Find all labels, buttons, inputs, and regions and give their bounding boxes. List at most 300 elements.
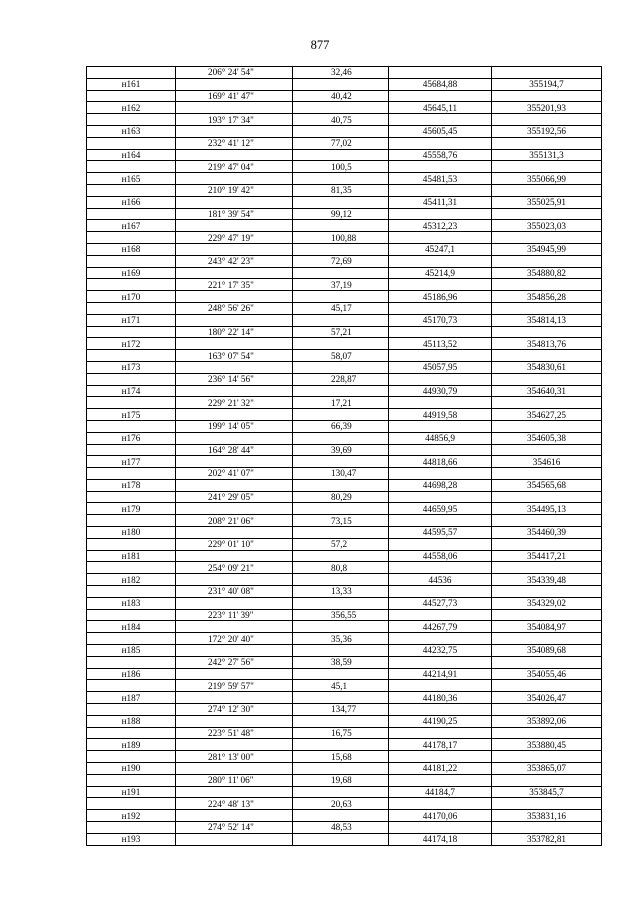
empty-cell (176, 361, 293, 373)
empty-cell (87, 90, 176, 102)
x-coordinate-cell: 45645,11 (389, 102, 492, 114)
point-name-cell: н175 (87, 409, 176, 421)
point-name-cell: н168 (87, 243, 176, 255)
direction-angle-cell: 274° 52' 14" (176, 822, 293, 834)
empty-cell (176, 456, 293, 468)
point-name-cell: н178 (87, 479, 176, 491)
empty-cell (389, 326, 492, 338)
point-row (87, 338, 602, 350)
direction-angle-cell: 223° 11' 39" (176, 609, 293, 621)
distance-cell: 35,36 (293, 633, 389, 645)
direction-angle-cell: 229° 01' 10" (176, 538, 293, 550)
point-row (87, 291, 602, 303)
empty-cell (176, 574, 293, 586)
empty-cell (492, 656, 602, 668)
distance-cell: 32,46 (293, 67, 389, 79)
empty-cell (492, 232, 602, 244)
segment-row (87, 727, 602, 739)
segment-row (87, 774, 602, 786)
point-row (87, 173, 602, 185)
empty-cell (293, 385, 389, 397)
x-coordinate-cell: 45113,52 (389, 338, 492, 350)
distance-cell: 45,17 (293, 302, 389, 314)
empty-cell (293, 739, 389, 751)
empty-cell (492, 114, 602, 126)
point-row (87, 833, 602, 845)
empty-cell (293, 78, 389, 90)
point-row (87, 409, 602, 421)
empty-cell (389, 751, 492, 763)
segment-row (87, 538, 602, 550)
page-number: 877 (310, 38, 330, 52)
empty-cell (492, 137, 602, 149)
empty-cell (87, 279, 176, 291)
empty-cell (389, 609, 492, 621)
coordinates-table (86, 66, 602, 846)
empty-cell (492, 633, 602, 645)
direction-angle-cell: 164° 28' 44" (176, 444, 293, 456)
direction-angle-cell: 180° 22' 14" (176, 326, 293, 338)
segment-row (87, 184, 602, 196)
empty-cell (492, 444, 602, 456)
empty-cell (87, 774, 176, 786)
point-row (87, 196, 602, 208)
empty-cell (293, 102, 389, 114)
empty-cell (87, 491, 176, 503)
empty-cell (389, 137, 492, 149)
empty-cell (176, 314, 293, 326)
distance-cell: 356,55 (293, 609, 389, 621)
distance-cell: 77,02 (293, 137, 389, 149)
direction-angle-cell: 221° 17' 35" (176, 279, 293, 291)
empty-cell (293, 409, 389, 421)
distance-cell: 20,63 (293, 798, 389, 810)
point-name-cell: н191 (87, 786, 176, 798)
point-row (87, 78, 602, 90)
segment-row (87, 680, 602, 692)
empty-cell (87, 704, 176, 716)
segment-row (87, 562, 602, 574)
empty-cell (176, 597, 293, 609)
empty-cell (176, 692, 293, 704)
direction-angle-cell: 219° 59' 57" (176, 680, 293, 692)
empty-cell (176, 763, 293, 775)
direction-angle-cell: 241° 29' 05" (176, 491, 293, 503)
x-coordinate-cell: 44184,7 (389, 786, 492, 798)
distance-cell: 58,07 (293, 350, 389, 362)
point-name-cell: н193 (87, 833, 176, 845)
direction-angle-cell: 172° 20' 40" (176, 633, 293, 645)
point-name-cell: н173 (87, 361, 176, 373)
x-coordinate-cell: 44856,9 (389, 432, 492, 444)
empty-cell (176, 527, 293, 539)
empty-cell (87, 822, 176, 834)
point-name-cell: н190 (87, 763, 176, 775)
empty-cell (492, 468, 602, 480)
y-coordinate-cell: 354814,13 (492, 314, 602, 326)
direction-angle-cell: 224° 48' 13" (176, 798, 293, 810)
y-coordinate-cell: 353892,06 (492, 715, 602, 727)
point-row (87, 243, 602, 255)
x-coordinate-cell: 44267,79 (389, 621, 492, 633)
x-coordinate-cell: 45247,1 (389, 243, 492, 255)
point-name-cell: н189 (87, 739, 176, 751)
point-name-cell: н170 (87, 291, 176, 303)
empty-cell (293, 692, 389, 704)
coordinates-table-body (87, 67, 602, 846)
empty-cell (293, 125, 389, 137)
empty-cell (293, 645, 389, 657)
point-name-cell: н180 (87, 527, 176, 539)
empty-cell (176, 409, 293, 421)
empty-cell (492, 727, 602, 739)
point-row (87, 621, 602, 633)
point-name-cell: н183 (87, 597, 176, 609)
empty-cell (389, 373, 492, 385)
empty-cell (389, 633, 492, 645)
empty-cell (87, 751, 176, 763)
point-name-cell: н185 (87, 645, 176, 657)
y-coordinate-cell: 353880,45 (492, 739, 602, 751)
segment-row (87, 255, 602, 267)
point-name-cell: н176 (87, 432, 176, 444)
segment-row (87, 114, 602, 126)
x-coordinate-cell: 44181,22 (389, 763, 492, 775)
y-coordinate-cell: 353782,81 (492, 833, 602, 845)
empty-cell (176, 739, 293, 751)
direction-angle-cell: 243° 42' 23" (176, 255, 293, 267)
point-row (87, 149, 602, 161)
point-name-cell: н179 (87, 503, 176, 515)
x-coordinate-cell: 44180,36 (389, 692, 492, 704)
x-coordinate-cell: 45312,23 (389, 220, 492, 232)
empty-cell (87, 515, 176, 527)
point-row (87, 267, 602, 279)
y-coordinate-cell: 354565,68 (492, 479, 602, 491)
distance-cell: 72,69 (293, 255, 389, 267)
empty-cell (293, 361, 389, 373)
y-coordinate-cell: 354616 (492, 456, 602, 468)
point-row (87, 527, 602, 539)
distance-cell: 16,75 (293, 727, 389, 739)
direction-angle-cell: 202° 41' 07" (176, 468, 293, 480)
y-coordinate-cell: 355025,91 (492, 196, 602, 208)
point-name-cell: н188 (87, 715, 176, 727)
point-name-cell: н169 (87, 267, 176, 279)
x-coordinate-cell: 44930,79 (389, 385, 492, 397)
x-coordinate-cell: 45605,45 (389, 125, 492, 137)
distance-cell: 38,59 (293, 656, 389, 668)
point-row (87, 668, 602, 680)
segment-row (87, 326, 602, 338)
y-coordinate-cell: 353831,16 (492, 810, 602, 822)
point-row (87, 597, 602, 609)
segment-row (87, 161, 602, 173)
point-name-cell: н192 (87, 810, 176, 822)
empty-cell (492, 751, 602, 763)
empty-cell (389, 538, 492, 550)
empty-cell (293, 668, 389, 680)
empty-cell (176, 621, 293, 633)
segment-row (87, 90, 602, 102)
empty-cell (492, 680, 602, 692)
empty-cell (389, 279, 492, 291)
empty-cell (87, 633, 176, 645)
segment-row (87, 444, 602, 456)
distance-cell: 40,75 (293, 114, 389, 126)
segment-row (87, 373, 602, 385)
empty-cell (176, 503, 293, 515)
distance-cell: 66,39 (293, 420, 389, 432)
empty-cell (293, 456, 389, 468)
point-row (87, 361, 602, 373)
distance-cell: 100,88 (293, 232, 389, 244)
empty-cell (176, 173, 293, 185)
empty-cell (176, 810, 293, 822)
distance-cell: 73,15 (293, 515, 389, 527)
distance-cell: 37,19 (293, 279, 389, 291)
point-row (87, 432, 602, 444)
y-coordinate-cell: 354627,25 (492, 409, 602, 421)
empty-cell (293, 220, 389, 232)
segment-row (87, 609, 602, 621)
empty-cell (176, 102, 293, 114)
empty-cell (492, 562, 602, 574)
y-coordinate-cell: 355131,3 (492, 149, 602, 161)
point-name-cell: н187 (87, 692, 176, 704)
point-name-cell: н174 (87, 385, 176, 397)
empty-cell (389, 114, 492, 126)
x-coordinate-cell: 44527,73 (389, 597, 492, 609)
x-coordinate-cell: 44190,25 (389, 715, 492, 727)
empty-cell (87, 727, 176, 739)
y-coordinate-cell: 354339,48 (492, 574, 602, 586)
distance-cell: 15,68 (293, 751, 389, 763)
y-coordinate-cell: 353845,7 (492, 786, 602, 798)
empty-cell (176, 786, 293, 798)
empty-cell (389, 491, 492, 503)
empty-cell (389, 184, 492, 196)
empty-cell (492, 397, 602, 409)
empty-cell (176, 125, 293, 137)
empty-cell (176, 220, 293, 232)
y-coordinate-cell: 354880,82 (492, 267, 602, 279)
x-coordinate-cell: 45481,53 (389, 173, 492, 185)
distance-cell: 228,87 (293, 373, 389, 385)
empty-cell (87, 255, 176, 267)
point-row (87, 550, 602, 562)
segment-row (87, 822, 602, 834)
y-coordinate-cell: 354640,31 (492, 385, 602, 397)
y-coordinate-cell: 354813,76 (492, 338, 602, 350)
empty-cell (492, 538, 602, 550)
empty-cell (389, 468, 492, 480)
x-coordinate-cell: 44558,06 (389, 550, 492, 562)
x-coordinate-cell: 44659,95 (389, 503, 492, 515)
empty-cell (492, 822, 602, 834)
empty-cell (87, 326, 176, 338)
empty-cell (389, 680, 492, 692)
point-name-cell: н166 (87, 196, 176, 208)
empty-cell (87, 114, 176, 126)
point-row (87, 692, 602, 704)
segment-row (87, 468, 602, 480)
empty-cell (87, 161, 176, 173)
y-coordinate-cell: 354605,38 (492, 432, 602, 444)
distance-cell: 134,77 (293, 704, 389, 716)
empty-cell (492, 515, 602, 527)
empty-cell (492, 208, 602, 220)
x-coordinate-cell: 44232,75 (389, 645, 492, 657)
point-row (87, 125, 602, 137)
y-coordinate-cell: 355192,56 (492, 125, 602, 137)
empty-cell (87, 350, 176, 362)
point-name-cell: н186 (87, 668, 176, 680)
point-row (87, 102, 602, 114)
empty-cell (293, 786, 389, 798)
distance-cell: 17,21 (293, 397, 389, 409)
point-name-cell: н162 (87, 102, 176, 114)
segment-row (87, 751, 602, 763)
empty-cell (492, 491, 602, 503)
distance-cell: 57,21 (293, 326, 389, 338)
empty-cell (389, 656, 492, 668)
direction-angle-cell: 280° 11' 06" (176, 774, 293, 786)
distance-cell: 40,42 (293, 90, 389, 102)
empty-cell (492, 279, 602, 291)
empty-cell (389, 798, 492, 810)
empty-cell (389, 232, 492, 244)
point-row (87, 763, 602, 775)
x-coordinate-cell: 45186,96 (389, 291, 492, 303)
y-coordinate-cell: 354084,97 (492, 621, 602, 633)
point-row (87, 385, 602, 397)
empty-cell (87, 444, 176, 456)
x-coordinate-cell: 44698,28 (389, 479, 492, 491)
empty-cell (389, 350, 492, 362)
empty-cell (87, 656, 176, 668)
point-row (87, 810, 602, 822)
point-row (87, 715, 602, 727)
empty-cell (87, 538, 176, 550)
distance-cell: 80,8 (293, 562, 389, 574)
empty-cell (492, 255, 602, 267)
segment-row (87, 656, 602, 668)
empty-cell (389, 90, 492, 102)
empty-cell (176, 291, 293, 303)
empty-cell (389, 208, 492, 220)
empty-cell (293, 597, 389, 609)
distance-cell: 39,69 (293, 444, 389, 456)
x-coordinate-cell: 45057,95 (389, 361, 492, 373)
empty-cell (87, 609, 176, 621)
direction-angle-cell: 229° 21' 32" (176, 397, 293, 409)
distance-cell: 80,29 (293, 491, 389, 503)
y-coordinate-cell: 354495,13 (492, 503, 602, 515)
direction-angle-cell: 163° 07' 54" (176, 350, 293, 362)
point-name-cell: н172 (87, 338, 176, 350)
empty-cell (176, 550, 293, 562)
point-name-cell: н163 (87, 125, 176, 137)
x-coordinate-cell: 45170,73 (389, 314, 492, 326)
empty-cell (87, 468, 176, 480)
distance-cell: 100,5 (293, 161, 389, 173)
y-coordinate-cell: 354460,39 (492, 527, 602, 539)
empty-cell (87, 184, 176, 196)
distance-cell: 130,47 (293, 468, 389, 480)
direction-angle-cell: 242° 27' 56" (176, 656, 293, 668)
segment-row (87, 798, 602, 810)
segment-row (87, 232, 602, 244)
empty-cell (87, 586, 176, 598)
x-coordinate-cell: 44919,58 (389, 409, 492, 421)
empty-cell (492, 90, 602, 102)
empty-cell (492, 798, 602, 810)
point-row (87, 220, 602, 232)
empty-cell (87, 420, 176, 432)
segment-row (87, 491, 602, 503)
direction-angle-cell: 232° 41' 12" (176, 137, 293, 149)
empty-cell (492, 774, 602, 786)
y-coordinate-cell: 355194,7 (492, 78, 602, 90)
empty-cell (87, 680, 176, 692)
point-row (87, 314, 602, 326)
empty-cell (492, 67, 602, 79)
empty-cell (389, 397, 492, 409)
empty-cell (389, 420, 492, 432)
empty-cell (176, 668, 293, 680)
empty-cell (389, 255, 492, 267)
segment-row (87, 279, 602, 291)
empty-cell (87, 67, 176, 79)
point-name-cell: н165 (87, 173, 176, 185)
empty-cell (293, 621, 389, 633)
direction-angle-cell: 219° 47' 04" (176, 161, 293, 173)
y-coordinate-cell: 354055,46 (492, 668, 602, 680)
empty-cell (389, 586, 492, 598)
empty-cell (176, 243, 293, 255)
distance-cell: 81,35 (293, 184, 389, 196)
point-row (87, 479, 602, 491)
x-coordinate-cell: 45684,88 (389, 78, 492, 90)
direction-angle-cell: 236° 14' 56" (176, 373, 293, 385)
empty-cell (492, 373, 602, 385)
empty-cell (492, 420, 602, 432)
empty-cell (492, 302, 602, 314)
empty-cell (176, 432, 293, 444)
empty-cell (293, 314, 389, 326)
point-name-cell: н164 (87, 149, 176, 161)
empty-cell (176, 645, 293, 657)
point-row (87, 456, 602, 468)
segment-row (87, 397, 602, 409)
empty-cell (389, 774, 492, 786)
segment-row (87, 67, 602, 79)
x-coordinate-cell: 45214,9 (389, 267, 492, 279)
y-coordinate-cell: 354089,68 (492, 645, 602, 657)
segment-row (87, 586, 602, 598)
x-coordinate-cell: 44214,91 (389, 668, 492, 680)
distance-cell: 45,1 (293, 680, 389, 692)
empty-cell (293, 810, 389, 822)
empty-cell (389, 562, 492, 574)
point-name-cell: н171 (87, 314, 176, 326)
empty-cell (389, 822, 492, 834)
segment-row (87, 633, 602, 645)
x-coordinate-cell: 44178,17 (389, 739, 492, 751)
segment-row (87, 302, 602, 314)
direction-angle-cell: 231° 40' 08" (176, 586, 293, 598)
